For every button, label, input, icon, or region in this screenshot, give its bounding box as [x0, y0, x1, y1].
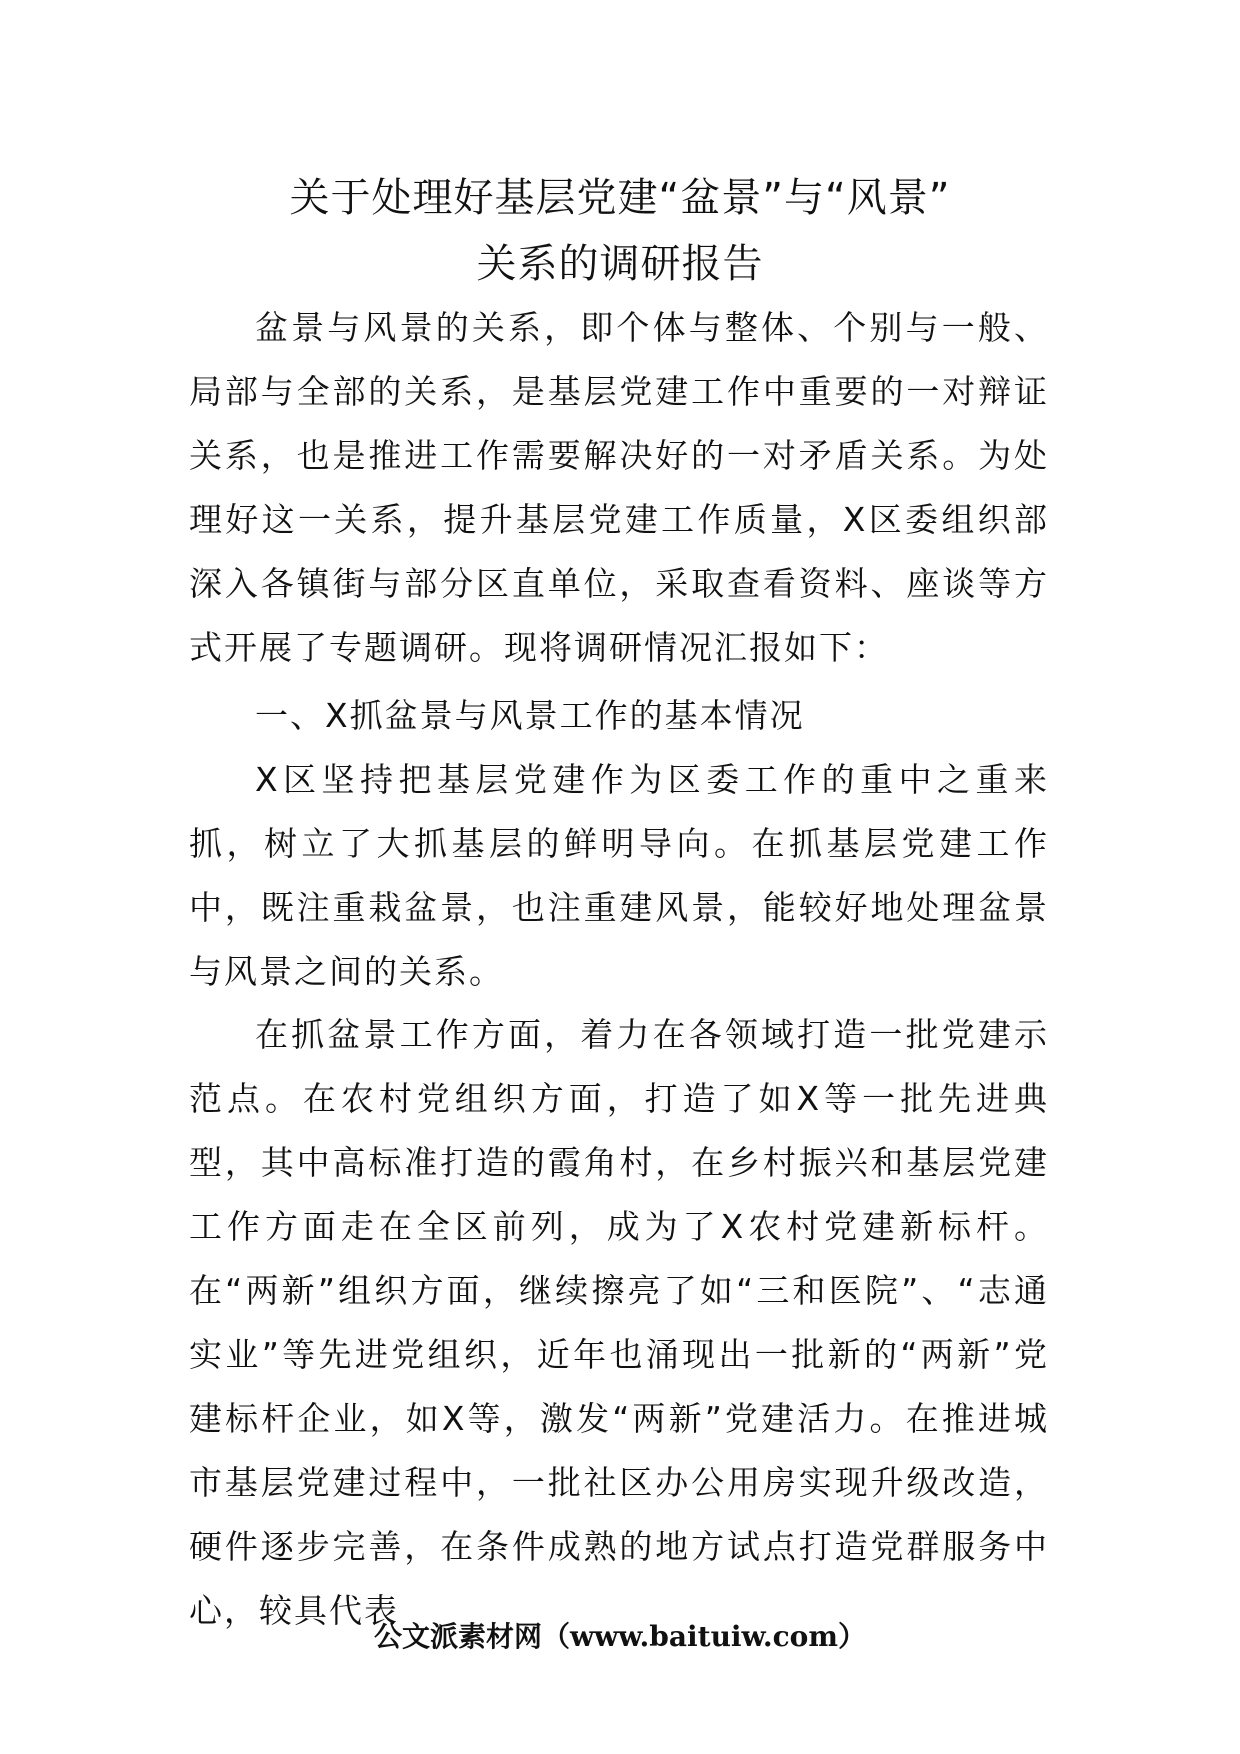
footer-watermark: 公文派素材网（www.baituiw.com） [374, 1620, 866, 1653]
paragraph-bonsai-work: 在抓盆景工作方面，着力在各领域打造一批党建示范点。在农村党组织方面，打造了如X等一批先进典型，其中高标准打造的霞角村，在乡村振兴和基层党建工作方面走在全区前列，成为了X农村党建新标杆。在“两新”组织方面，继续擦亮了如“三和医院”、“志通实业”等先进党组织，近年也涌现出一批新的“两新”党建标杆企业，如X等，激发“两新”党建活力。在推进城市基层党建过程中，一批社区办公用房实现升级改造，硬件逐步完善，在条件成熟的地方试点打造党群服务中心，较具代表 [189, 1015, 1049, 1630]
document-title-line-1: 关于处理好基层党建“盆景”与“风景” [289, 175, 951, 221]
paragraph-overview: X区坚持把基层党建作为区委工作的重中之重来抓，树立了大抓基层的鲜明导向。在抓基层党建工作中，既注重栽盆景，也注重建风景，能较好地处理盆景与风景之间的关系。 [189, 760, 1049, 991]
document-title-line-2: 关系的调研报告 [476, 241, 764, 287]
paragraph-intro: 盆景与风景的关系，即个体与整体、个别与一般、局部与全部的关系，是基层党建工作中重要的一对辩证关系，也是推进工作需要解决好的一对矛盾关系。为处理好这一关系，提升基层党建工作质量，X区委组织部深入各镇街与部分区直单位，采取查看资料、座谈等方式开展了专题调研。现将调研情况汇报如下： [189, 308, 1049, 667]
section-heading-1: 一、X抓盆景与风景工作的基本情况 [255, 696, 805, 735]
